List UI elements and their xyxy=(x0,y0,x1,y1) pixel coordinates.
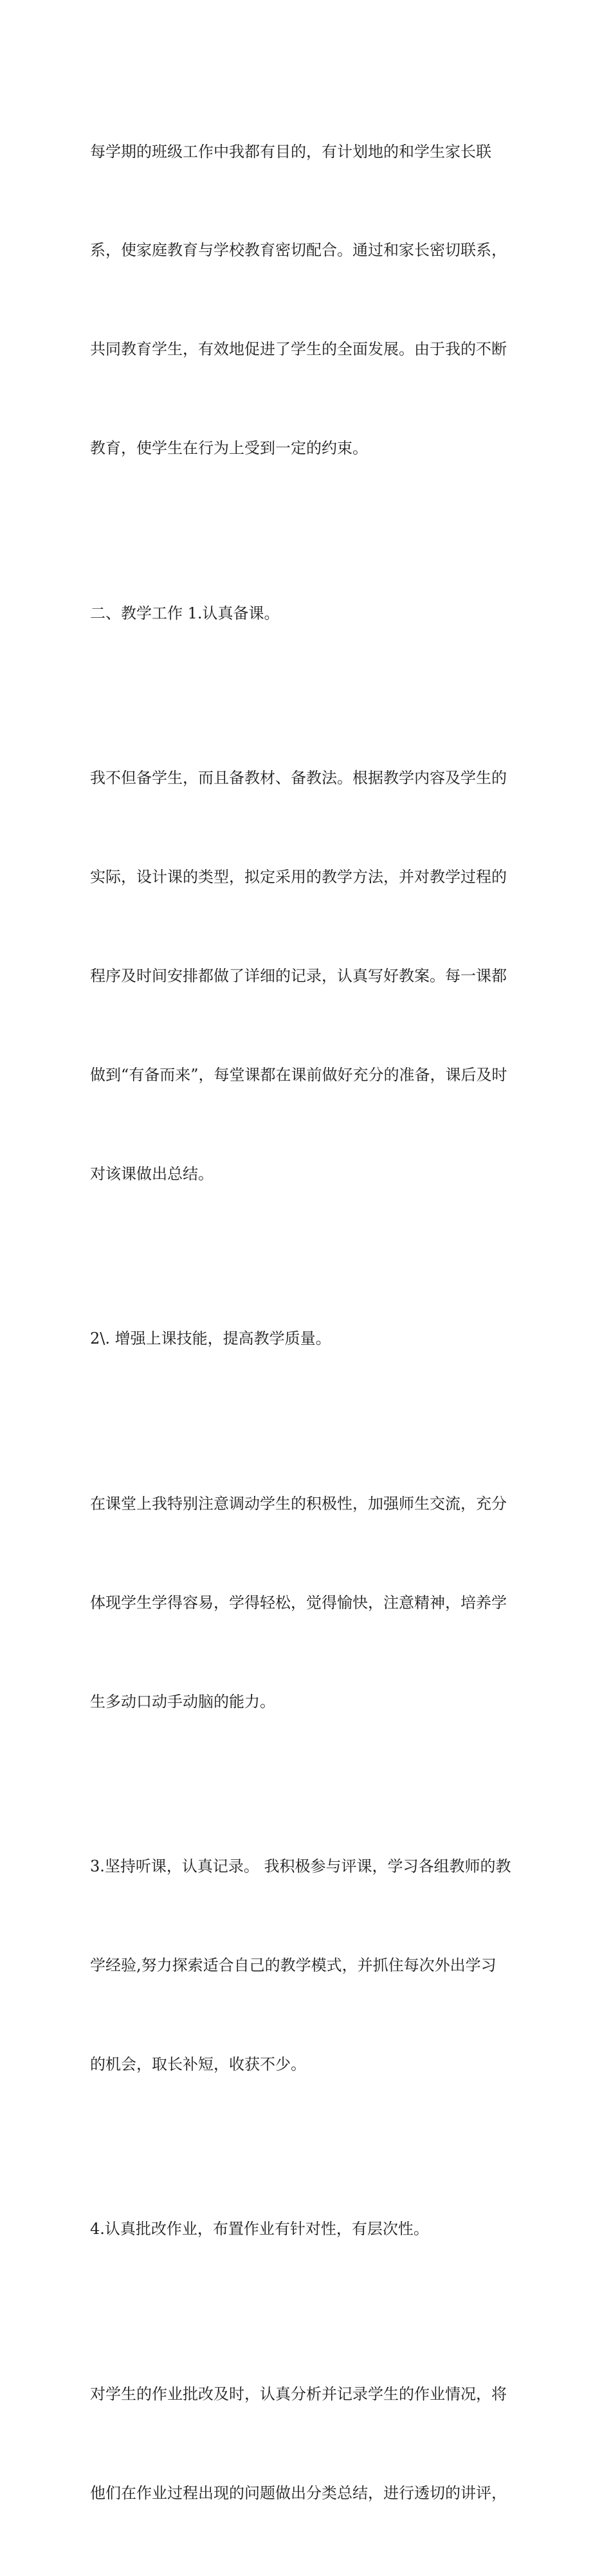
text-line: 共同教育学生，有效地促进了学生的全面发展。由于我的不断 xyxy=(90,340,507,359)
text-line: 在课堂上我特别注意调动学生的积极性，加强师生交流，充分 xyxy=(90,1494,507,1513)
document-page xyxy=(90,69,527,2576)
paragraph-lesson-observation xyxy=(90,1784,527,2147)
paragraph-parent-contact xyxy=(90,69,527,531)
text-line: 的机会，取长补短，收获不少。 xyxy=(90,2055,306,2073)
text-line: 教育，使学生在行为上受到一定的约束。 xyxy=(90,439,368,458)
text-line: 3.坚持听课，认真记录。 我积极参与评课，学习各组教师的教 xyxy=(90,1857,511,1876)
paragraph-lesson-prep xyxy=(90,696,527,1257)
paragraph-homework xyxy=(90,2312,527,2575)
heading-homework xyxy=(90,2147,527,2312)
text-line: 他们在作业过程出现的问题做出分类总结，进行透切的讲评， xyxy=(90,2483,507,2502)
text-line: 系，使家庭教育与学校教育密切配合。通过和家长密切联系， xyxy=(90,241,507,260)
text-line: 每学期的班级工作中我都有目的，有计划地的和学生家长联 xyxy=(90,142,491,161)
text-line: 生多动口动手动脑的能力。 xyxy=(90,1692,275,1711)
text-line: 学经验,努力探索适合自己的教学模式，并抓住每次外出学习 xyxy=(90,1956,497,1974)
text-line: 对该课做出总结。 xyxy=(90,1164,214,1183)
text-line: 我不但备学生，而且备教材、备教法。根据教学内容及学生的 xyxy=(90,769,507,788)
heading-teaching-work xyxy=(90,531,527,696)
text-line: 2\. 增强上课技能，提高教学质量。 xyxy=(90,1329,331,1348)
text-line: 做到“有备而来”，每堂课都在课前做好充分的准备，课后及时 xyxy=(90,1065,507,1084)
text-line: 4.认真批改作业，布置作业有针对性，有层次性。 xyxy=(90,2220,429,2238)
text-line: 二、教学工作 1.认真备课。 xyxy=(90,604,280,622)
paragraph-class-skills xyxy=(90,1421,527,1784)
text-line: 体现学生学得容易，学得轻松，觉得愉快，注意精神，培养学 xyxy=(90,1593,507,1612)
text-line: 对学生的作业批改及时，认真分析并记录学生的作业情况，将 xyxy=(90,2384,507,2403)
heading-class-skills xyxy=(90,1257,527,1421)
text-line: 实际，设计课的类型，拟定采用的教学方法，并对教学过程的 xyxy=(90,868,507,887)
text-line: 程序及时间安排都做了详细的记录，认真写好教案。每一课都 xyxy=(90,967,507,986)
